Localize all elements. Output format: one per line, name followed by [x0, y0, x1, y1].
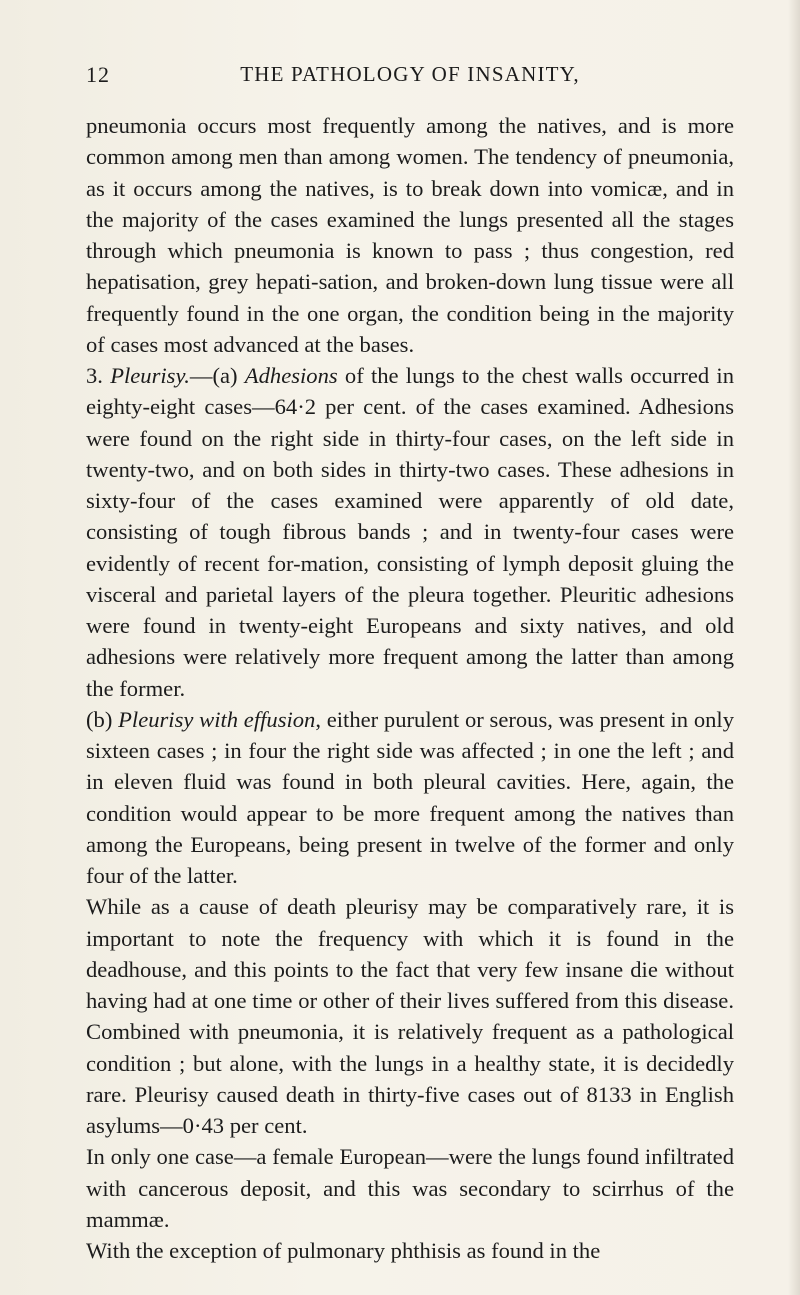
section-number: 3.	[86, 363, 103, 388]
body-text	[86, 110, 734, 1266]
sub-heading: Adhesions	[244, 363, 338, 388]
em-dash: —	[189, 363, 213, 388]
paragraph-text: , either purulent or serous, was present in only sixteen cases ; in four the right side was affected ; in one the left ; and in eleven fluid was found in both pleural cavities. Here, again, the condition would appear to be more frequent among the natives than among the Europeans, being present in twelve of the former and only four of the latter.	[86, 706, 734, 888]
paragraph-text: of the lungs to the chest walls occurred in eighty-eight cases—64·2 per cent. of the cases examined. Adhesions were found on the right side in thirty-four cases, on the left side in twenty-two, and on both sides in thirty-two cases. These adhesions in sixty-four of the cases examined were apparently of old date, consisting of tough fibrous bands ; and in twenty-four cases were evidently of recent for-mation, consisting of lymph deposit gluing the visceral and parietal layers of the pleura together. Pleuritic adhesions were found in twenty-eight Europeans and sixty natives, and old adhesions were relatively more frequent among the latter than among the former.	[86, 363, 734, 701]
sub-label: (a)	[212, 363, 238, 388]
paragraph-pleurisy-effusion	[86, 704, 734, 892]
paragraph-pleurisy-adhesions	[86, 360, 734, 704]
page-number: 12	[86, 62, 110, 87]
sub-heading: Pleurisy with effusion	[118, 706, 316, 732]
running-title: THE PATHOLOGY OF INSANITY,	[240, 62, 580, 86]
paragraph-cancerous-deposit: In only one case—a female European—were the lungs found infiltrated with cancerous deposit, and this was secondary to scirrhus of the mammæ.	[86, 1144, 734, 1232]
page-edge-shadow	[788, 0, 800, 1295]
paragraph-pneumonia: pneumonia occurs most frequently among the natives, and is more common among men than among women. The tendency of pneumonia, as it occurs among the natives, is to break down into vomicæ, and in the majority of the cases examined the lungs presented all the stages through which pneumonia is known to pass ; thus congestion, red hepatisation, grey hepati-sation, and broken-down lung tissue were all frequently found in the one organ, the condition being in the majority of cases most advanced at the bases.	[86, 113, 734, 357]
page-header	[86, 62, 734, 92]
paragraph-pleurisy-frequency: While as a cause of death pleurisy may be comparatively rare, it is important to note the frequency with which it is found in the deadhouse, and this points to the fact that very few insane die without having had at one time or other of their lives suffered from this disease. Combined with pneumonia, it is relatively frequent as a pathological condition ; but alone, with the lungs in a healthy state, it is decidedly rare. Pleurisy caused death in thirty-five cases out of 8133 in English asylums—0·43 per cent.	[86, 894, 734, 1138]
sub-label: (b)	[86, 706, 113, 732]
section-heading: Pleurisy.	[110, 363, 190, 388]
paragraph-phthisis: With the exception of pulmonary phthisis as found in the	[86, 1238, 601, 1263]
